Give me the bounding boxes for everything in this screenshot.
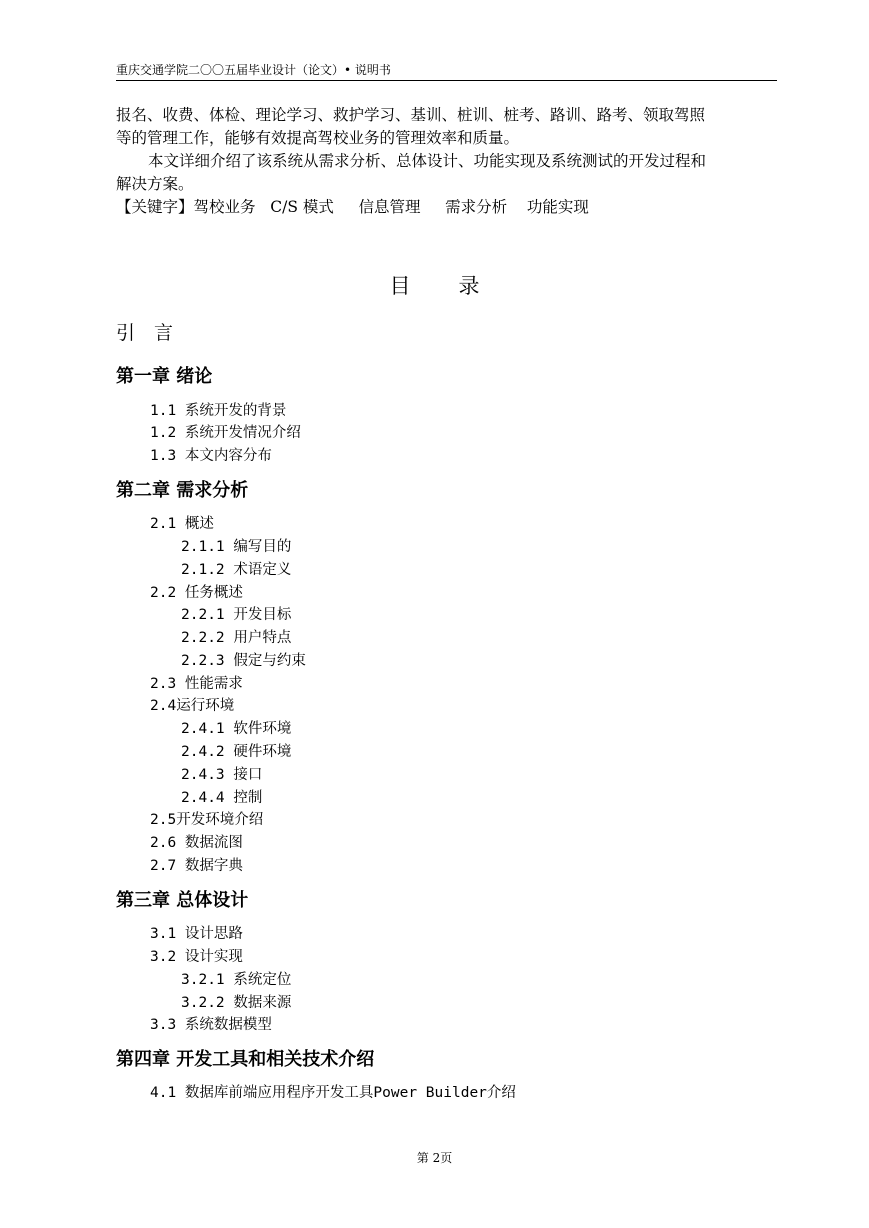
toc-item: 2.4运行环境	[150, 698, 235, 714]
text-line: 等的管理工作，能够有效提高驾校业务的管理效率和质量。	[116, 129, 520, 147]
toc-item: 2.3 性能需求	[150, 676, 243, 692]
text-line: 解决方案。	[116, 175, 194, 193]
toc-subitem: 3.2.1 系统定位	[181, 972, 292, 988]
toc-subitem: 2.4.2 硬件环境	[181, 744, 292, 760]
toc-chapter-1: 第一章 绪论	[116, 366, 213, 387]
toc-item: 3.1 设计思路	[150, 926, 243, 942]
toc-subitem: 2.4.3 接口	[181, 767, 263, 783]
toc-subitem: 2.4.4 控制	[181, 790, 263, 806]
toc-item: 4.1 数据库前端应用程序开发工具Power Builder介绍	[150, 1085, 516, 1101]
toc-item: 2.1 概述	[150, 516, 214, 532]
toc-item: 3.2 设计实现	[150, 949, 243, 965]
toc-item: 1.1 系统开发的背景	[150, 403, 287, 419]
toc-chapter-3: 第三章 总体设计	[116, 890, 249, 911]
toc-chapter-4: 第四章 开发工具和相关技术介绍	[116, 1049, 375, 1070]
abstract-paragraph-2	[116, 150, 781, 196]
toc-item: 2.7 数据字典	[150, 858, 243, 874]
page-header: 重庆交通学院二〇〇五届毕业设计（论文）• 说明书	[116, 60, 777, 81]
toc-subitem: 2.2.1 开发目标	[181, 607, 292, 623]
text-line: 本文详细介绍了该系统从需求分析、总体设计、功能实现及系统测试的开发过程和	[148, 152, 707, 170]
abstract-paragraph-1	[116, 104, 781, 150]
toc-item: 2.2 任务概述	[150, 585, 243, 601]
toc-item: 3.3 系统数据模型	[150, 1017, 272, 1033]
keywords-line: 【关键字】驾校业务 C/S 模式 信息管理 需求分析 功能实现	[116, 198, 589, 216]
text-line: 报名、收费、体检、理论学习、救护学习、基训、桩训、桩考、路训、路考、领取驾照	[116, 106, 706, 124]
toc-item: 1.2 系统开发情况介绍	[150, 425, 301, 441]
toc-subitem: 2.2.2 用户特点	[181, 630, 292, 646]
toc-subitem: 2.2.3 假定与约束	[181, 653, 306, 669]
page-number: 第 2页	[416, 1151, 453, 1165]
toc-title: 目 录	[389, 274, 480, 298]
toc-subitem: 2.4.1 软件环境	[181, 721, 292, 737]
toc-subitem: 3.2.2 数据来源	[181, 995, 292, 1011]
toc-subitem: 2.1.1 编写目的	[181, 539, 292, 555]
toc-intro: 引 言	[116, 322, 174, 344]
toc-item: 2.5开发环境介绍	[150, 812, 264, 828]
toc-item: 1.3 本文内容分布	[150, 448, 272, 464]
toc-subitem: 2.1.2 术语定义	[181, 562, 292, 578]
toc-item: 2.6 数据流图	[150, 835, 243, 851]
toc-chapter-2: 第二章 需求分析	[116, 480, 249, 501]
